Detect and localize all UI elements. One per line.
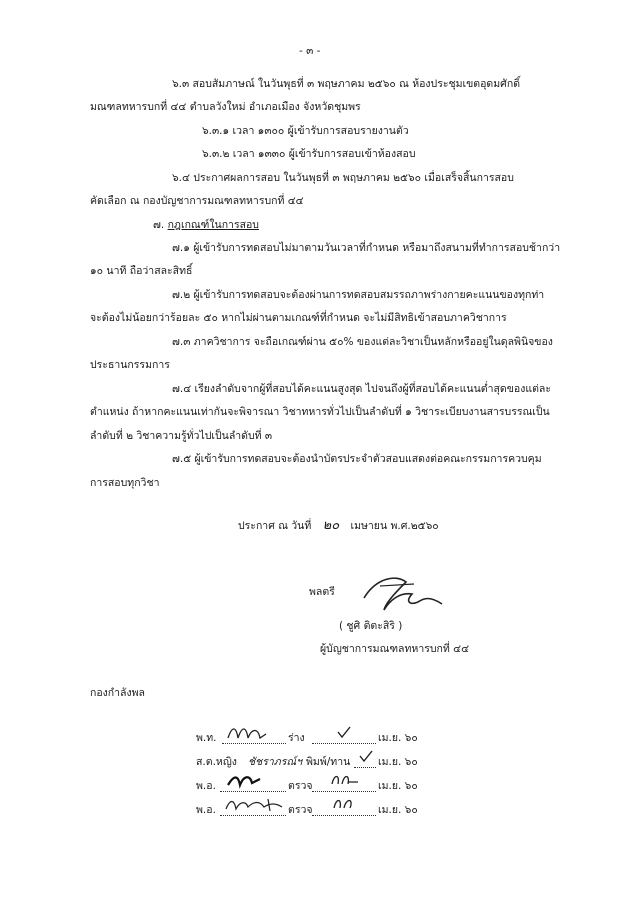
- page-number: - ๓ -: [299, 45, 321, 57]
- section-7-3-line-2: ประธานกรรมการ: [90, 359, 170, 371]
- initials-handwritten: [224, 795, 286, 815]
- section-6-3-line-1: ๖.๓ สอบสัมภาษณ์ ในวันพุธที่ ๓ พฤษภาคม ๒๕๖๐ ณ ห้องประชุมเขตอุดมศักดิ์: [172, 78, 521, 90]
- routing-prefix: พ.อ.: [196, 804, 216, 816]
- initials-handwritten: [226, 724, 268, 744]
- routing-date: เม.ย. ๖๐: [378, 804, 418, 816]
- section-7-5-line-1: ๗.๕ ผู้เข้ารับการทดสอบจะต้องนำบัตรประจำตัวสอบแสดงต่อคณะกรรมการควบคุม: [172, 453, 542, 465]
- section-6-4-line-1: ๖.๔ ประกาศผลการสอบ ในวันพุธที่ ๓ พฤษภาคม ๒๕๖๐ เมื่อเสร็จสิ้นการสอบ: [172, 172, 514, 184]
- routing-role: ตรวจ: [288, 804, 313, 816]
- routing-name-handwritten: ชัชราภรณ์ฯ: [248, 756, 302, 768]
- routing-role: ตรวจ: [288, 780, 313, 792]
- section-7-4-line-1: ๗.๔ เรียงลำดับจากผู้ที่สอบได้คะแนนสูงสุด ไปจนถึงผู้ที่สอบได้คะแนนต่ำสุดของแต่ละ: [172, 383, 551, 395]
- section-7-1-line-2: ๑๐ นาที ถือว่าสละสิทธิ์: [90, 265, 193, 277]
- routing-prefix: พ.ท.: [196, 732, 217, 744]
- section-7-2-line-2: จะต้องไม่น้อยกว่าร้อยละ ๕๐ หากไม่ผ่านตามเกณฑ์ที่กำหนด จะไม่มีสิทธิเข้าสอบภาควิชาการ: [90, 312, 507, 324]
- date-handwritten: [332, 796, 358, 812]
- section-6-3-1: ๖.๓.๑ เวลา ๑๓๐๐ ผู้เข้ารับการสอบรายงานตัว: [202, 125, 409, 137]
- signer-rank: พลตรี: [309, 586, 335, 598]
- section-7-heading: [153, 218, 259, 232]
- routing-prefix: พ.อ.: [196, 780, 216, 792]
- signer-position: ผู้บัญชาการมณฑลทหารบกที่ ๔๔: [320, 643, 470, 655]
- section-7-1-line-1: ๗.๑ ผู้เข้ารับการทดสอบไม่มาตามวันเวลาที่กำหนด หรือมาถึงสนามที่ทำการสอบช้ากว่า: [172, 242, 561, 254]
- check-mark-handwritten: [358, 748, 374, 764]
- announcement-suffix: เมษายน พ.ศ.๒๕๖๐: [350, 520, 439, 532]
- section-7-4-line-3: ลำดับที่ ๒ วิชาความรู้ทั่วไปเป็นลำดับที่ ๓: [90, 430, 273, 442]
- signature-image: [356, 568, 446, 618]
- initials-handwritten: [226, 771, 262, 791]
- routing-date: เม.ย. ๖๐: [378, 780, 418, 792]
- check-mark-handwritten: [336, 724, 352, 740]
- office-name: กองกำลังพล: [90, 687, 145, 699]
- section-7-5-line-2: การสอบทุกวิชา: [90, 477, 160, 489]
- section-7-3-line-1: ๗.๓ ภาควิชาการ จะถือเกณฑ์ผ่าน ๕๐% ของแต่ละวิชาเป็นหลักหรืออยู่ในดุลพินิจของ: [172, 336, 553, 348]
- routing-role: พิมพ์/ทาน: [306, 756, 351, 768]
- section-7-number: ๗.: [153, 219, 165, 231]
- routing-date: เม.ย. ๖๐: [378, 732, 418, 744]
- signer-name: ( ชูศิ ติตะสิริ ): [339, 620, 403, 632]
- section-7-4-line-2: ตำแหน่ง ถ้าหากคะแนนเท่ากันจะพิจารณา วิชาทหารทั่วไปเป็นลำดับที่ ๑ วิชาระเบียบงานสารบรรณเป็น: [90, 406, 550, 418]
- section-7-2-line-1: ๗.๒ ผู้เข้ารับการทดสอบจะต้องผ่านการทดสอบสมรรถภาพร่างกายคะแนนของทุกท่า: [172, 289, 545, 301]
- date-handwritten: [330, 772, 360, 788]
- routing-date: เม.ย. ๖๐: [378, 756, 418, 768]
- section-7-title: กฎเกณฑ์ในการสอบ: [167, 219, 259, 231]
- announcement-date-line: [238, 519, 439, 533]
- announcement-day-handwritten: ๒๐: [322, 518, 340, 533]
- section-6-3-2: ๖.๓.๒ เวลา ๑๓๓๐ ผู้เข้ารับการสอบเข้าห้องสอบ: [202, 148, 416, 160]
- section-6-3-line-2: มณฑลทหารบกที่ ๔๔ ตำบลวังใหม่ อำเภอเมือง จังหวัดชุมพร: [90, 101, 361, 113]
- routing-prefix: ส.ต.หญิง: [196, 756, 237, 768]
- section-6-4-line-2: คัดเลือก ณ กองบัญชาการมณฑลทหารบกที่ ๔๔: [90, 195, 304, 207]
- announcement-prefix: ประกาศ ณ วันที่: [238, 520, 312, 532]
- routing-role: ร่าง: [288, 732, 305, 744]
